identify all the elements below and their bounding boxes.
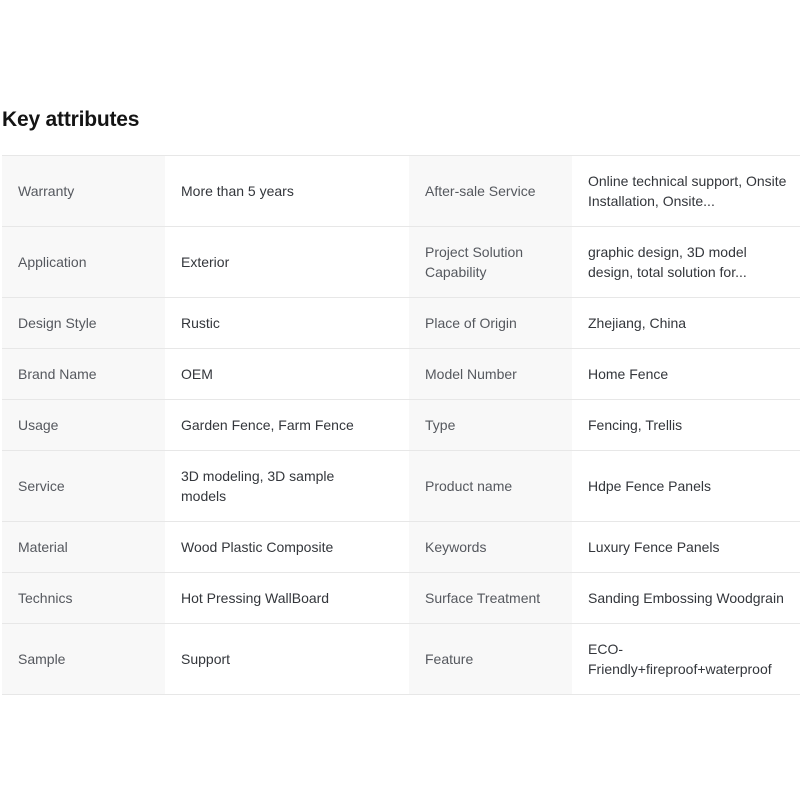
- attr-value: Hot Pressing WallBoard: [165, 573, 409, 623]
- table-row: [2, 156, 800, 227]
- attr-label: Usage: [2, 400, 165, 450]
- attr-label: Surface Treatment: [409, 573, 572, 623]
- attr-value: Sanding Embossing Woodgrain: [572, 573, 800, 623]
- attr-value: More than 5 years: [165, 156, 409, 226]
- attr-value: OEM: [165, 349, 409, 399]
- attr-value: Online technical support, Onsite Installation, Onsite...: [572, 156, 800, 226]
- attr-label: Place of Origin: [409, 298, 572, 348]
- attr-value: Hdpe Fence Panels: [572, 451, 800, 521]
- attr-value: Exterior: [165, 227, 409, 297]
- attr-label: Brand Name: [2, 349, 165, 399]
- attr-label: Model Number: [409, 349, 572, 399]
- attr-value: 3D modeling, 3D sample models: [165, 451, 409, 521]
- attr-label: Design Style: [2, 298, 165, 348]
- table-row: [2, 624, 800, 695]
- attr-label: Sample: [2, 624, 165, 694]
- attr-label: Warranty: [2, 156, 165, 226]
- attr-value: Rustic: [165, 298, 409, 348]
- page-title: Key attributes: [2, 108, 140, 131]
- table-row: [2, 451, 800, 522]
- attr-value: Support: [165, 624, 409, 694]
- attr-value: Luxury Fence Panels: [572, 522, 800, 572]
- attr-label: Product name: [409, 451, 572, 521]
- table-row: [2, 522, 800, 573]
- attributes-table: [2, 155, 800, 695]
- attr-value: graphic design, 3D model design, total solution for...: [572, 227, 800, 297]
- table-row: [2, 298, 800, 349]
- attr-value: ECO-Friendly+fireproof+waterproof: [572, 624, 800, 694]
- attr-value: Zhejiang, China: [572, 298, 800, 348]
- attr-label: Service: [2, 451, 165, 521]
- table-row: [2, 349, 800, 400]
- attr-value: Garden Fence, Farm Fence: [165, 400, 409, 450]
- table-row: [2, 227, 800, 298]
- attr-value: Wood Plastic Composite: [165, 522, 409, 572]
- attr-label: Keywords: [409, 522, 572, 572]
- attr-label: Technics: [2, 573, 165, 623]
- attr-label: Material: [2, 522, 165, 572]
- table-row: [2, 573, 800, 624]
- attr-label: After-sale Service: [409, 156, 572, 226]
- attr-label: Project Solution Capability: [409, 227, 572, 297]
- table-row: [2, 400, 800, 451]
- attr-value: Home Fence: [572, 349, 800, 399]
- attr-label: Application: [2, 227, 165, 297]
- attr-value: Fencing, Trellis: [572, 400, 800, 450]
- attr-label: Feature: [409, 624, 572, 694]
- attr-label: Type: [409, 400, 572, 450]
